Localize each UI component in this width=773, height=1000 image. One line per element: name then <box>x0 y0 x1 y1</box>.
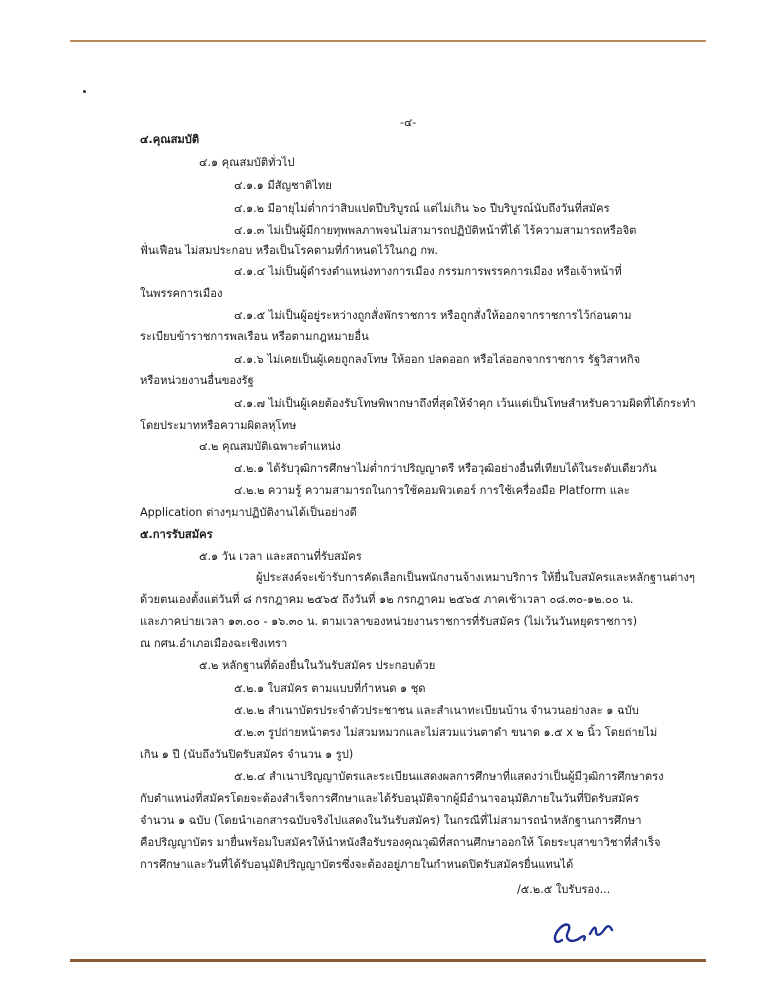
continuation-note: /๕.๒.๕ ใบรับรอง... <box>517 883 611 896</box>
text-line: ๔.๒.๑ ได้รับวุฒิการศึกษาไม่ต่ำกว่าปริญญาตรี หรือวุฒิอย่างอื่นที่เทียบได้ในระดับเดียวกัน <box>234 462 657 475</box>
text-line: ๔.๑.๕ ไม่เป็นผู้อยู่ระหว่างถูกสั่งพักราชการ หรือถูกสั่งให้ออกจากราชการไว้ก่อนตาม <box>234 309 632 322</box>
section-heading-qualifications: ๔.คุณสมบัติ <box>140 133 200 146</box>
text-line: ณ กศน.อำเภอเมืองฉะเชิงเทรา <box>140 637 288 650</box>
text-line: ด้วยตนเองตั้งแต่วันที่ ๘ กรกฎาคม ๒๕๖๕ ถึงวันที่ ๑๒ กรกฎาคม ๒๕๖๕ ภาคเช้าเวลา ๐๘.๓๐-๑๒.๐๐ น. <box>140 593 634 606</box>
text-line: ๕.๒.๑ ใบสมัคร ตามแบบที่กำหนด ๑ ชุด <box>234 682 426 695</box>
text-line: และภาคบ่ายเวลา ๑๓.๐๐ - ๑๖.๓๐ น. ตามเวลาของหน่วยงานราชการที่รับสมัคร (ไม่เว้นวันหยุดราชการ) <box>140 615 638 628</box>
text-line: ๔.๑.๒ มีอายุไม่ต่ำกว่าสิบแปดปีบริบูรณ์ แต่ไม่เกิน ๖๐ ปีบริบูรณ์นับถึงวันที่สมัคร <box>234 202 610 215</box>
text-line: คือปริญญาบัตร มายื่นพร้อมใบสมัครให้นำหนังสือรับรองคุณวุฒิที่สถานศึกษาออกให้ โดยระบุสาขาวิชาที่สำเร็จ <box>140 836 661 849</box>
text-line: ๕.๒.๓ รูปถ่ายหน้าตรง ไม่สวมหมวกและไม่สวมแว่นตาดำ ขนาด ๑.๕ x ๒ นิ้ว โดยถ่ายไม่ <box>234 726 658 739</box>
text-line: ๕.๒.๔ สำเนาปริญญาบัตรและระเบียนแสดงผลการศึกษาที่แสดงว่าเป็นผู้มีวุฒิการศึกษาตรง <box>234 770 664 783</box>
scan-speck <box>83 90 86 93</box>
text-line: Application ต่างๆมาปฏิบัติงานได้เป็นอย่างดี <box>140 506 357 519</box>
text-line: หรือหน่วยงานอื่นของรัฐ <box>140 374 254 387</box>
text-line: จำนวน ๑ ฉบับ (โดยนำเอกสารฉบับจริงไปแสดงในวันรับสมัคร) ในกรณีที่ไม่สามารถนำหลักฐานการศึกษา <box>140 814 642 827</box>
subsection-date-time-place: ๕.๑ วัน เวลา และสถานที่รับสมัคร <box>199 550 362 563</box>
text-line: ผู้ประสงค์จะเข้ารับการคัดเลือกเป็นพนักงานจ้างเหมาบริการ ให้ยื่นใบสมัครและหลักฐานต่างๆ <box>256 571 696 584</box>
text-line: ในพรรคการเมือง <box>140 287 223 300</box>
section-heading-application: ๕.การรับสมัคร <box>140 528 213 541</box>
text-line: ฟั่นเฟือน ไม่สมประกอบ หรือเป็นโรคตามที่กำหนดไว้ในกฎ กพ. <box>140 244 439 257</box>
text-line: การศึกษาและวันที่ได้รับอนุมัติปริญญาบัตรซึ่งจะต้องอยู่ภายในกำหนดปิดรับสมัครยื่นแทนได้ <box>140 858 574 871</box>
text-line: ระเบียบข้าราชการพลเรือน หรือตามกฎหมายอื่น <box>140 330 369 343</box>
subsection-required-documents: ๕.๒ หลักฐานที่ต้องยื่นในวันรับสมัคร ประกอบด้วย <box>199 659 436 672</box>
text-line: ๔.๑.๓ ไม่เป็นผู้มีกายทุพพลภาพจนไม่สามารถปฏิบัติหน้าที่ได้ ไร้ความสามารถหรือจิต <box>234 224 637 237</box>
text-line: ๔.๒.๒ ความรู้ ความสามารถในการใช้คอมพิวเตอร์ การใช้เครื่องมือ Platform และ <box>234 484 630 497</box>
text-line: ๔.๑.๖ ไม่เคยเป็นผู้เคยถูกลงโทษ ให้ออก ปลดออก หรือไล่ออกจากราชการ รัฐวิสาหกิจ <box>234 353 641 366</box>
text-line: ๔.๑.๑ มีสัญชาติไทย <box>234 179 332 192</box>
text-line: ๔.๑.๗ ไม่เป็นผู้เคยต้องรับโทษพิพากษาถึงที่สุดให้จำคุก เว้นแต่เป็นโทษสำหรับความผิดที่ได้กระทำ <box>234 397 696 410</box>
text-line: ๔.๑.๔ ไม่เป็นผู้ดำรงตำแหน่งทางการเมือง กรรมการพรรคการเมือง หรือเจ้าหน้าที่ <box>234 265 622 278</box>
text-line: กับตำแหน่งที่สมัครโดยจะต้องสำเร็จการศึกษาและได้รับอนุมัติจากผู้มีอำนาจอนุมัติภายในวันที่ปิดรับสมัคร <box>140 792 640 805</box>
subsection-position-qualifications: ๔.๒ คุณสมบัติเฉพาะตำแหน่ง <box>199 440 341 453</box>
page-number: -๔- <box>400 116 417 129</box>
text-line: เกิน ๑ ปี (นับถึงวันปิดรับสมัคร จำนวน ๑ รูป) <box>140 748 354 761</box>
text-line: ๕.๒.๒ สำเนาบัตรประจำตัวประชาชน และสำเนาทะเบียนบ้าน จำนวนอย่างละ ๑ ฉบับ <box>234 704 639 717</box>
text-line: โดยประมาทหรือความผิดลหุโทษ <box>140 419 297 432</box>
signature <box>550 906 620 954</box>
subsection-general-qualifications: ๔.๑ คุณสมบัติทั่วไป <box>199 156 295 169</box>
